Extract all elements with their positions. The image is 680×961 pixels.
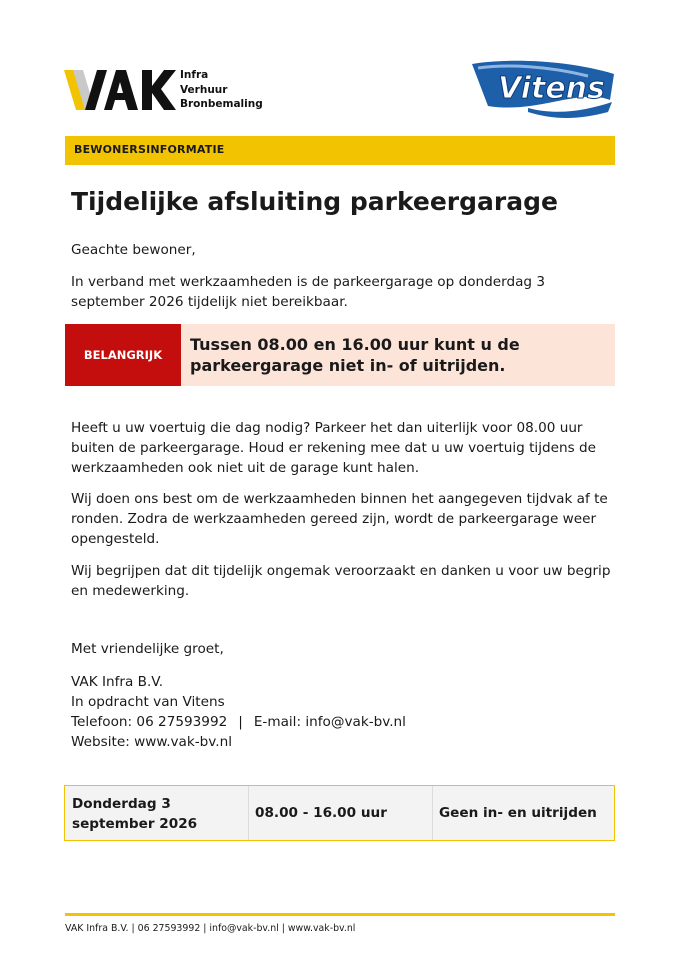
signature-website[interactable]: Website: www.vak-bv.nl	[71, 734, 232, 750]
page-title: Tijdelijke afsluiting parkeergarage	[71, 187, 558, 216]
table-cell-status	[432, 786, 614, 840]
vak-tagline-line: Bronbemaling	[180, 98, 263, 110]
vak-tagline-line: Infra	[180, 69, 209, 81]
vak-logo-mark	[64, 66, 178, 114]
table-cell-date	[65, 786, 249, 840]
vak-tagline-line: Verhuur	[180, 83, 228, 96]
body-paragraph: Wij doen ons best om de werkzaamheden binnen het aangegeven tijdvak af te ronden. Zodra de werkzaamheden gereed zijn, wordt de parkeergarage weer opengesteld.	[71, 491, 608, 547]
signature-on-behalf: In opdracht van Vitens	[71, 694, 225, 710]
table-time: 08.00 - 16.00 uur	[255, 805, 387, 821]
body-paragraph: Heeft u uw voertuig die dag nodig? Parkeer het dan uiterlijk voor 08.00 uur buiten de parkeergarage. Houd er rekening mee dat u uw voertuig tijdens de werkzaamheden ook niet uit de garage kunt halen.	[71, 420, 596, 476]
signature-contact	[71, 712, 406, 732]
svg-text:Vitens: Vitens	[498, 71, 605, 106]
body-paragraph: Wij begrijpen dat dit tijdelijk ongemak veroorzaakt en danken u voor uw begrip en medewerking.	[71, 563, 611, 599]
info-banner	[65, 136, 615, 165]
important-notice	[65, 324, 615, 386]
banner-label: BEWONERSINFORMATIE	[74, 143, 225, 156]
closing: Met vriendelijke groet,	[71, 641, 224, 657]
important-message: Tussen 08.00 en 16.00 uur kunt u de parkeergarage niet in- of uitrijden.	[190, 335, 520, 375]
greeting: Geachte bewoner,	[71, 242, 196, 258]
vak-tagline	[180, 68, 263, 112]
vitens-logo	[468, 56, 618, 122]
important-tag-label: BELANGRIJK	[83, 348, 163, 362]
signature-email[interactable]: E-mail: info@vak-bv.nl	[253, 714, 406, 730]
table-status: Geen in- en uitrijden	[439, 805, 597, 821]
intro-paragraph: In verband met werkzaamheden is de parkeergarage op donderdag 3 september 2026 tijdelijk niet bereikbaar.	[71, 274, 546, 310]
table-cell-time	[248, 786, 433, 840]
signature-company: VAK Infra B.V.	[71, 674, 164, 690]
footer-divider	[65, 913, 615, 916]
vak-logo	[64, 66, 264, 116]
footer-text: VAK Infra B.V. | 06 27593992 | info@vak-bv.nl | www.vak-bv.nl	[65, 923, 356, 934]
table-date: Donderdag 3 september 2026	[72, 796, 198, 832]
signature-separator: |	[238, 714, 243, 730]
signature-block	[71, 672, 406, 752]
schedule-table	[64, 785, 615, 841]
vitens-logo-mark	[468, 56, 618, 122]
important-tag	[65, 324, 181, 386]
signature-phone: Telefoon: 06 27593992	[71, 714, 228, 730]
